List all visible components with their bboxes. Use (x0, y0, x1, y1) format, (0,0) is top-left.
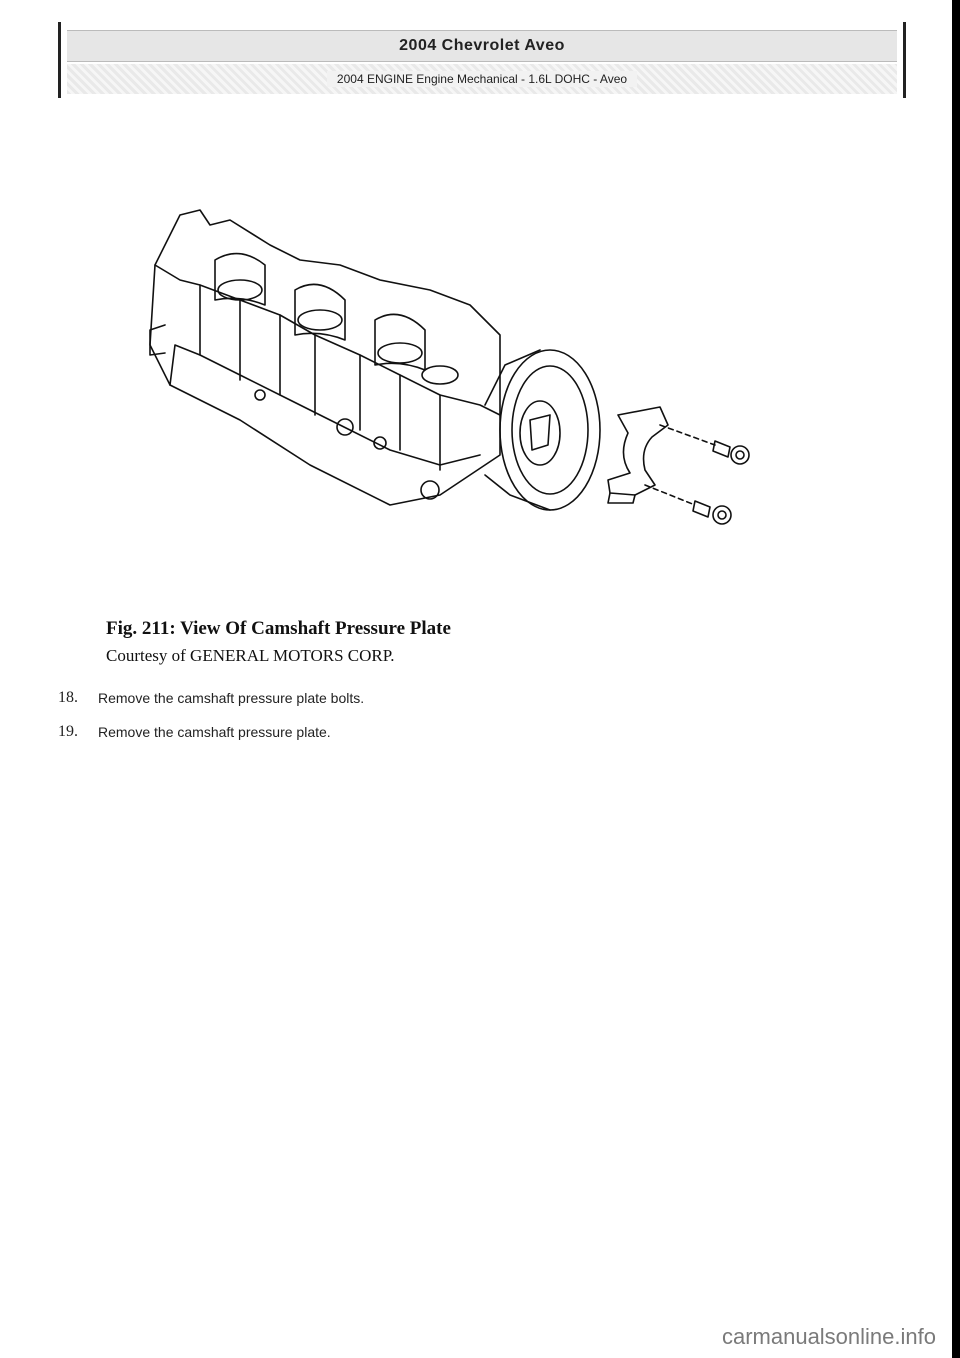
step-text: Remove the camshaft pressure plate bolts. (98, 690, 365, 706)
figure-caption (106, 617, 451, 667)
header-subtitle: 2004 ENGINE Engine Mechanical - 1.6L DOHC - Aveo (327, 71, 637, 87)
document-header (58, 22, 906, 98)
figure-caption-title: Fig. 211: View Of Camshaft Pressure Plate (106, 618, 451, 639)
page-edge-bar (952, 0, 960, 1358)
cylinder-head-drawing (150, 210, 500, 505)
pressure-plate-drawing (608, 407, 668, 503)
procedure-step (58, 688, 364, 708)
figure-caption-credit: Courtesy of GENERAL MOTORS CORP. (106, 646, 395, 665)
lower-bolt-drawing (645, 485, 731, 524)
step-number: 19. (58, 723, 78, 740)
header-subtitle-band (67, 64, 897, 94)
header-title: 2004 Chevrolet Aveo (67, 30, 897, 62)
step-number: 18. (58, 689, 78, 706)
step-text: Remove the camshaft pressure plate. (98, 724, 331, 740)
camshaft-pressure-plate-illustration (140, 205, 770, 565)
procedure-step (58, 722, 364, 742)
procedure-steps (58, 688, 364, 756)
upper-bolt-drawing (660, 425, 749, 464)
seal-housing-drawing (485, 350, 600, 510)
watermark: carmanualsonline.info (721, 1324, 936, 1349)
